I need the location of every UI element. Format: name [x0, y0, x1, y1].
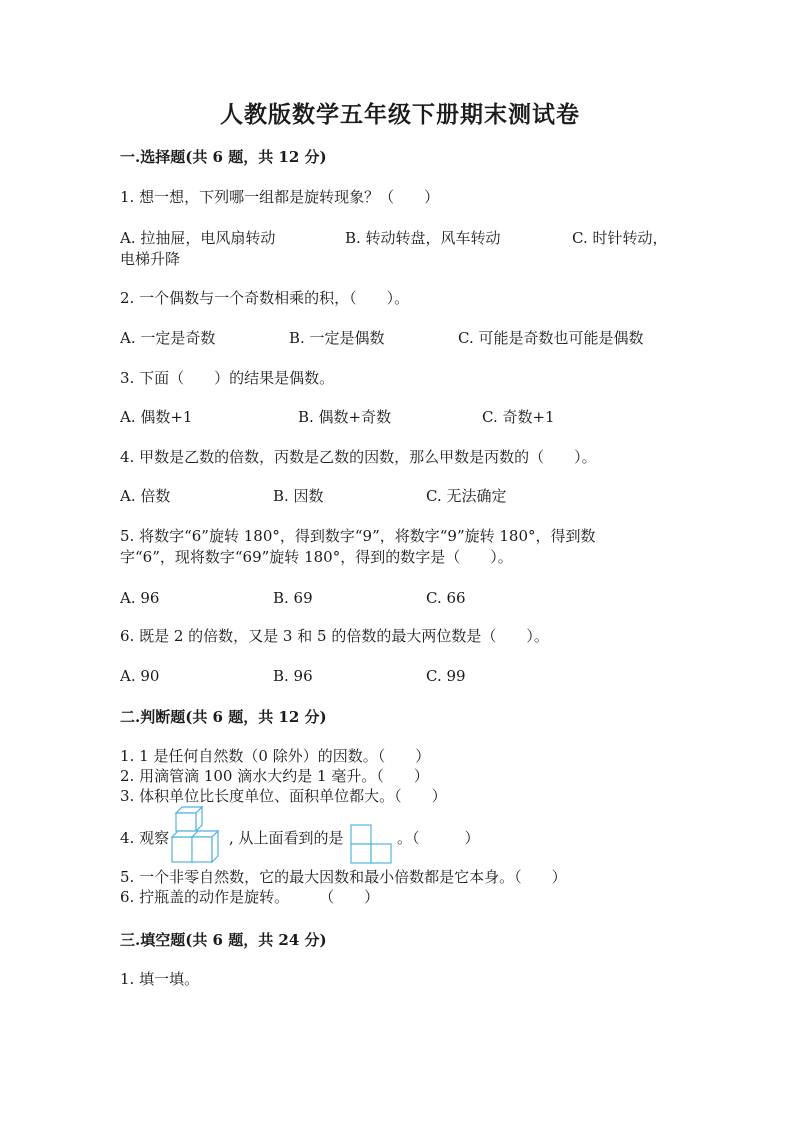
fill-blank-item-1: 1. 填一填。	[120, 970, 200, 988]
judgment-item-4-suffix: 。（ ）	[397, 829, 480, 847]
judgment-item-3: 3. 体积单位比长度单位、面积单位都大。（ ）	[120, 787, 447, 805]
q5-option-c: C. 66	[426, 589, 466, 607]
q3-option-b: B. 偶数+奇数	[298, 408, 392, 426]
q4-option-c: C. 无法确定	[426, 487, 507, 505]
q3-option-c: C. 奇数+1	[482, 408, 555, 426]
judgment-item-5: 5. 一个非零自然数，它的最大因数和最小倍数都是它本身。（ ）	[120, 868, 567, 886]
q1-option-c-continued: 电梯升降	[120, 250, 181, 268]
page-title: 人教版数学五年级下册期末测试卷	[220, 101, 580, 128]
q6-option-b: B. 96	[273, 667, 313, 685]
q1-option-c: C. 时针转动，	[572, 229, 668, 247]
q5-option-a: A. 96	[120, 589, 160, 607]
q3-option-a: A. 偶数+1	[120, 408, 193, 426]
section-heading-choice: 一.选择题(共 6 题，共 12 分)	[120, 148, 327, 166]
top-view-figure	[350, 824, 394, 864]
question-6-stem: 6. 既是 2 的倍数，又是 3 和 5 的倍数的最大两位数是（ ）。	[120, 627, 549, 645]
judgment-item-1: 1. 1 是任何自然数（0 除外）的因数。（ ）	[120, 747, 431, 765]
question-3-stem: 3. 下面（ ）的结果是偶数。	[120, 369, 335, 387]
q2-option-a: A. 一定是奇数	[120, 329, 216, 347]
question-5-stem-line1: 5. 将数字“6”旋转 180°，得到数字“9”，将数字“9”旋转 180°，得到数	[120, 527, 596, 545]
judgment-item-4-prefix: 4. 观察	[120, 829, 170, 847]
q1-option-b: B. 转动转盘，风车转动	[345, 229, 501, 247]
section-heading-fill-blank: 三.填空题(共 6 题，共 24 分)	[120, 931, 327, 949]
judgment-item-4-middle: , 从上面看到的是	[229, 829, 344, 847]
q2-option-c: C. 可能是奇数也可能是偶数	[458, 329, 644, 347]
question-2-stem: 2. 一个偶数与一个奇数相乘的积，（ ）。	[120, 289, 410, 307]
section-heading-judgment: 二.判断题(共 6 题，共 12 分)	[120, 708, 327, 726]
q4-option-b: B. 因数	[273, 487, 324, 505]
q4-option-a: A. 倍数	[120, 487, 171, 505]
q1-option-a: A. 拉抽屉，电风扇转动	[120, 229, 276, 247]
question-4-stem: 4. 甲数是乙数的倍数，丙数是乙数的因数，那么甲数是丙数的（ ）。	[120, 448, 597, 466]
q6-option-a: A. 90	[120, 667, 160, 685]
judgment-item-2: 2. 用滴管滴 100 滴水大约是 1 毫升。（ ）	[120, 767, 429, 785]
stacked-cubes-figure	[168, 806, 232, 866]
judgment-item-6: 6. 拧瓶盖的动作是旋转。 （ ）	[120, 888, 380, 906]
q5-option-b: B. 69	[273, 589, 313, 607]
q6-option-c: C. 99	[426, 667, 466, 685]
question-1-stem: 1. 想一想，下列哪一组都是旋转现象？（ ）	[120, 188, 440, 206]
q2-option-b: B. 一定是偶数	[289, 329, 385, 347]
question-5-stem-line2: 字“6”，现将数字“69”旋转 180°，得到的数字是（ ）。	[120, 548, 513, 566]
